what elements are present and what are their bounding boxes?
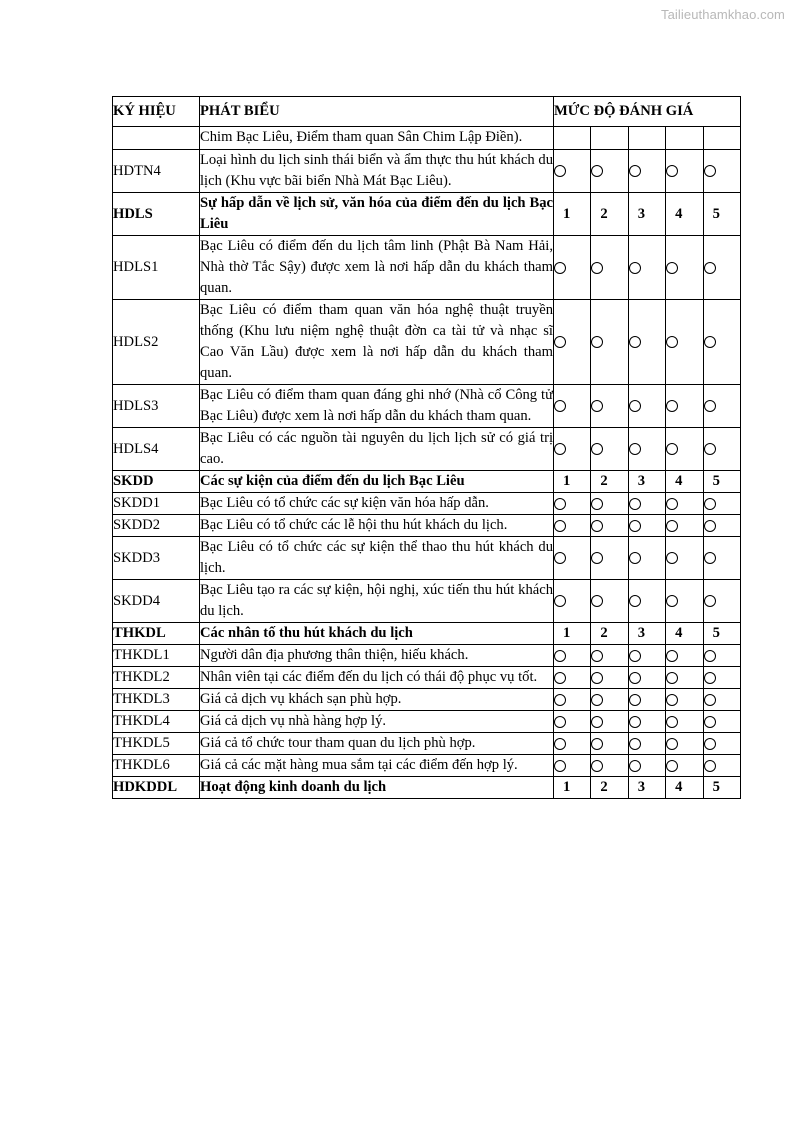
rating-cell[interactable] — [666, 493, 703, 515]
radio-option-1-icon[interactable] — [554, 650, 566, 662]
row-code: THKDL3 — [113, 689, 200, 711]
row-statement: Người dân địa phương thân thiện, hiếu khách. — [200, 645, 554, 667]
scale-label: 4 — [666, 623, 703, 645]
row-statement: Chim Bạc Liêu, Điểm tham quan Sân Chim Lập Điền). — [200, 127, 554, 150]
radio-option-4-icon[interactable] — [666, 650, 678, 662]
row-statement: Loại hình du lịch sinh thái biển và ẩm thực thu hút khách du lịch (Khu vực bãi biển Nhà Mát Bạc Liêu). — [200, 150, 554, 193]
radio-option-4-icon[interactable] — [666, 336, 678, 348]
radio-option-2-icon[interactable] — [591, 400, 603, 412]
row-code: THKDL6 — [113, 755, 200, 777]
row-statement: Giá cả dịch vụ nhà hàng hợp lý. — [200, 711, 554, 733]
row-statement: Bạc Liêu có điểm tham quan đáng ghi nhớ (Nhà cổ Công tử Bạc Liêu) được xem là nơi hấp dẫn du khách tham quan. — [200, 385, 554, 428]
radio-option-1-icon[interactable] — [554, 738, 566, 750]
rating-cell[interactable] — [703, 150, 740, 193]
empty-cell — [591, 127, 628, 150]
radio-option-5-icon[interactable] — [704, 498, 716, 510]
rating-cell[interactable] — [554, 236, 591, 300]
rating-cell[interactable] — [591, 711, 628, 733]
watermark: Tailieuthamkhao.com — [660, 7, 785, 22]
radio-option-5-icon[interactable] — [704, 262, 716, 274]
rating-cell[interactable] — [628, 150, 665, 193]
radio-option-3-icon[interactable] — [629, 672, 641, 684]
rating-cell[interactable] — [666, 689, 703, 711]
row-statement: Bạc Liêu có điểm tham quan văn hóa nghệ thuật truyền thống (Khu lưu niệm nghệ thuật đờn ca tài tử và nhạc sĩ Cao Văn Lầu) được xem là nơi hấp dẫn du khách tham quan. — [200, 300, 554, 385]
radio-option-3-icon[interactable] — [629, 262, 641, 274]
rating-cell[interactable] — [628, 645, 665, 667]
radio-option-3-icon[interactable] — [629, 443, 641, 455]
scale-label: 2 — [591, 193, 628, 236]
empty-cell — [628, 127, 665, 150]
rating-cell[interactable] — [666, 645, 703, 667]
rating-cell[interactable] — [554, 711, 591, 733]
rating-cell[interactable] — [591, 236, 628, 300]
rating-cell[interactable] — [628, 580, 665, 623]
scale-label: 5 — [703, 471, 740, 493]
scale-label: 3 — [628, 193, 665, 236]
row-code: HDLS — [113, 193, 200, 236]
radio-option-2-icon[interactable] — [591, 336, 603, 348]
rating-cell[interactable] — [666, 537, 703, 580]
rating-cell[interactable] — [703, 580, 740, 623]
rating-cell[interactable] — [554, 755, 591, 777]
rating-cell[interactable] — [703, 428, 740, 471]
rating-cell[interactable] — [703, 515, 740, 537]
radio-option-3-icon[interactable] — [629, 694, 641, 706]
radio-option-2-icon[interactable] — [591, 552, 603, 564]
rating-cell[interactable] — [554, 733, 591, 755]
empty-cell — [666, 127, 703, 150]
radio-option-4-icon[interactable] — [666, 262, 678, 274]
scale-label: 3 — [628, 471, 665, 493]
radio-option-1-icon[interactable] — [554, 400, 566, 412]
rating-cell[interactable] — [703, 385, 740, 428]
radio-option-5-icon[interactable] — [704, 165, 716, 177]
radio-option-4-icon[interactable] — [666, 694, 678, 706]
row-code: THKDL1 — [113, 645, 200, 667]
radio-option-2-icon[interactable] — [591, 716, 603, 728]
scale-label: 4 — [666, 471, 703, 493]
rating-cell[interactable] — [591, 689, 628, 711]
radio-option-5-icon[interactable] — [704, 716, 716, 728]
radio-option-1-icon[interactable] — [554, 262, 566, 274]
radio-option-2-icon[interactable] — [591, 760, 603, 772]
item-row — [113, 580, 741, 623]
row-code: THKDL — [113, 623, 200, 645]
row-code: HDLS4 — [113, 428, 200, 471]
item-row — [113, 385, 741, 428]
empty-cell — [554, 127, 591, 150]
rating-cell[interactable] — [591, 667, 628, 689]
rating-cell[interactable] — [591, 580, 628, 623]
radio-option-4-icon[interactable] — [666, 520, 678, 532]
group-row — [113, 193, 741, 236]
radio-option-4-icon[interactable] — [666, 716, 678, 728]
rating-cell[interactable] — [666, 515, 703, 537]
rating-cell[interactable] — [554, 150, 591, 193]
rating-cell[interactable] — [703, 667, 740, 689]
scale-label: 1 — [554, 471, 591, 493]
rating-cell[interactable] — [554, 515, 591, 537]
rating-cell[interactable] — [554, 689, 591, 711]
rating-cell[interactable] — [554, 645, 591, 667]
row-code — [113, 127, 200, 150]
rating-cell[interactable] — [628, 385, 665, 428]
radio-option-5-icon[interactable] — [704, 694, 716, 706]
radio-option-3-icon[interactable] — [629, 760, 641, 772]
item-row — [113, 236, 741, 300]
row-statement: Bạc Liêu có tổ chức các sự kiện thể thao thu hút khách du lịch. — [200, 537, 554, 580]
radio-option-2-icon[interactable] — [591, 672, 603, 684]
radio-option-2-icon[interactable] — [591, 262, 603, 274]
header-statement: PHÁT BIỂU — [200, 97, 554, 127]
scale-label: 3 — [628, 623, 665, 645]
radio-option-2-icon[interactable] — [591, 520, 603, 532]
radio-option-4-icon[interactable] — [666, 400, 678, 412]
rating-cell[interactable] — [628, 236, 665, 300]
rating-cell[interactable] — [703, 493, 740, 515]
continuation-row — [113, 127, 741, 150]
rating-cell[interactable] — [591, 300, 628, 385]
radio-option-1-icon[interactable] — [554, 760, 566, 772]
header-row — [113, 97, 741, 127]
radio-option-3-icon[interactable] — [629, 650, 641, 662]
scale-label: 5 — [703, 623, 740, 645]
header-level: MỨC ĐỘ ĐÁNH GIÁ — [554, 97, 741, 127]
rating-cell[interactable] — [628, 537, 665, 580]
rating-cell[interactable] — [666, 711, 703, 733]
row-code: THKDL4 — [113, 711, 200, 733]
item-row — [113, 150, 741, 193]
rating-cell[interactable] — [666, 428, 703, 471]
row-statement: Bạc Liêu có tổ chức các sự kiện văn hóa hấp dẫn. — [200, 493, 554, 515]
radio-option-4-icon[interactable] — [666, 672, 678, 684]
row-statement: Bạc Liêu tạo ra các sự kiện, hội nghị, xúc tiến thu hút khách du lịch. — [200, 580, 554, 623]
survey-table — [112, 96, 741, 799]
row-code: HDLS3 — [113, 385, 200, 428]
radio-option-4-icon[interactable] — [666, 760, 678, 772]
rating-cell[interactable] — [591, 755, 628, 777]
radio-option-4-icon[interactable] — [666, 595, 678, 607]
row-code: HDLS2 — [113, 300, 200, 385]
rating-cell[interactable] — [666, 667, 703, 689]
row-statement: Các nhân tố thu hút khách du lịch — [200, 623, 554, 645]
rating-cell[interactable] — [628, 667, 665, 689]
empty-cell — [703, 127, 740, 150]
row-statement: Các sự kiện của điểm đến du lịch Bạc Liêu — [200, 471, 554, 493]
rating-cell[interactable] — [591, 645, 628, 667]
radio-option-4-icon[interactable] — [666, 738, 678, 750]
radio-option-1-icon[interactable] — [554, 595, 566, 607]
row-statement: Giá cả các mặt hàng mua sắm tại các điểm đến hợp lý. — [200, 755, 554, 777]
item-row — [113, 755, 741, 777]
rating-cell[interactable] — [703, 733, 740, 755]
radio-option-5-icon[interactable] — [704, 672, 716, 684]
rating-cell[interactable] — [703, 236, 740, 300]
rating-cell[interactable] — [666, 150, 703, 193]
row-statement: Giá cả dịch vụ khách sạn phù hợp. — [200, 689, 554, 711]
radio-option-1-icon[interactable] — [554, 165, 566, 177]
radio-option-4-icon[interactable] — [666, 443, 678, 455]
row-code: THKDL5 — [113, 733, 200, 755]
radio-option-3-icon[interactable] — [629, 165, 641, 177]
scale-label: 3 — [628, 777, 665, 799]
radio-option-3-icon[interactable] — [629, 716, 641, 728]
radio-option-5-icon[interactable] — [704, 552, 716, 564]
rating-cell[interactable] — [591, 150, 628, 193]
rating-cell[interactable] — [591, 515, 628, 537]
radio-option-4-icon[interactable] — [666, 552, 678, 564]
rating-cell[interactable] — [703, 300, 740, 385]
rating-cell[interactable] — [666, 580, 703, 623]
radio-option-2-icon[interactable] — [591, 165, 603, 177]
radio-option-5-icon[interactable] — [704, 738, 716, 750]
rating-cell[interactable] — [628, 711, 665, 733]
scale-label: 1 — [554, 623, 591, 645]
group-row — [113, 471, 741, 493]
item-row — [113, 515, 741, 537]
radio-option-1-icon[interactable] — [554, 498, 566, 510]
rating-cell[interactable] — [554, 428, 591, 471]
rating-cell[interactable] — [703, 689, 740, 711]
radio-option-5-icon[interactable] — [704, 595, 716, 607]
row-statement: Bạc Liêu có tổ chức các lễ hội thu hút khách du lịch. — [200, 515, 554, 537]
radio-option-1-icon[interactable] — [554, 336, 566, 348]
radio-option-3-icon[interactable] — [629, 738, 641, 750]
rating-cell[interactable] — [554, 580, 591, 623]
rating-cell[interactable] — [591, 537, 628, 580]
radio-option-1-icon[interactable] — [554, 520, 566, 532]
item-row — [113, 537, 741, 580]
radio-option-2-icon[interactable] — [591, 738, 603, 750]
radio-option-4-icon[interactable] — [666, 498, 678, 510]
radio-option-5-icon[interactable] — [704, 443, 716, 455]
radio-option-2-icon[interactable] — [591, 595, 603, 607]
radio-option-5-icon[interactable] — [704, 760, 716, 772]
scale-label: 1 — [554, 193, 591, 236]
rating-cell[interactable] — [703, 711, 740, 733]
rating-cell[interactable] — [628, 428, 665, 471]
item-row — [113, 667, 741, 689]
rating-cell[interactable] — [628, 733, 665, 755]
rating-cell[interactable] — [703, 755, 740, 777]
rating-cell[interactable] — [591, 385, 628, 428]
row-code: SKDD — [113, 471, 200, 493]
radio-option-1-icon[interactable] — [554, 694, 566, 706]
rating-cell[interactable] — [554, 385, 591, 428]
rating-cell[interactable] — [628, 515, 665, 537]
scale-label: 4 — [666, 777, 703, 799]
row-code: HDLS1 — [113, 236, 200, 300]
group-row — [113, 777, 741, 799]
radio-option-2-icon[interactable] — [591, 498, 603, 510]
row-statement: Bạc Liêu có điểm đến du lịch tâm linh (Phật Bà Nam Hải, Nhà thờ Tắc Sậy) được xem là nơi hấp dẫn du khách tham quan. — [200, 236, 554, 300]
header-code: KÝ HIỆU — [113, 97, 200, 127]
row-statement: Nhân viên tại các điểm đến du lịch có thái độ phục vụ tốt. — [200, 667, 554, 689]
rating-cell[interactable] — [554, 493, 591, 515]
row-code: HDKDDL — [113, 777, 200, 799]
rating-cell[interactable] — [628, 755, 665, 777]
radio-option-1-icon[interactable] — [554, 672, 566, 684]
row-code: THKDL2 — [113, 667, 200, 689]
radio-option-3-icon[interactable] — [629, 498, 641, 510]
rating-cell[interactable] — [554, 667, 591, 689]
item-row — [113, 428, 741, 471]
radio-option-1-icon[interactable] — [554, 716, 566, 728]
rating-cell[interactable] — [628, 300, 665, 385]
scale-label: 5 — [703, 193, 740, 236]
radio-option-5-icon[interactable] — [704, 520, 716, 532]
row-code: HDTN4 — [113, 150, 200, 193]
radio-option-1-icon[interactable] — [554, 552, 566, 564]
row-statement: Hoạt động kinh doanh du lịch — [200, 777, 554, 799]
row-code: SKDD3 — [113, 537, 200, 580]
radio-option-5-icon[interactable] — [704, 400, 716, 412]
radio-option-2-icon[interactable] — [591, 694, 603, 706]
radio-option-5-icon[interactable] — [704, 336, 716, 348]
row-statement: Bạc Liêu có các nguồn tài nguyên du lịch lịch sử có giá trị cao. — [200, 428, 554, 471]
radio-option-2-icon[interactable] — [591, 443, 603, 455]
group-row — [113, 623, 741, 645]
radio-option-3-icon[interactable] — [629, 520, 641, 532]
row-code: SKDD1 — [113, 493, 200, 515]
rating-cell[interactable] — [628, 689, 665, 711]
row-code: SKDD4 — [113, 580, 200, 623]
radio-option-3-icon[interactable] — [629, 595, 641, 607]
rating-cell[interactable] — [666, 733, 703, 755]
row-code: SKDD2 — [113, 515, 200, 537]
rating-cell[interactable] — [666, 385, 703, 428]
scale-label: 2 — [591, 471, 628, 493]
scale-label: 2 — [591, 623, 628, 645]
scale-label: 4 — [666, 193, 703, 236]
item-row — [113, 493, 741, 515]
scale-label: 1 — [554, 777, 591, 799]
rating-cell[interactable] — [554, 537, 591, 580]
radio-option-3-icon[interactable] — [629, 552, 641, 564]
radio-option-4-icon[interactable] — [666, 165, 678, 177]
item-row — [113, 645, 741, 667]
rating-cell[interactable] — [703, 537, 740, 580]
item-row — [113, 733, 741, 755]
rating-cell[interactable] — [666, 300, 703, 385]
rating-cell[interactable] — [666, 236, 703, 300]
radio-option-3-icon[interactable] — [629, 336, 641, 348]
row-statement: Sự hấp dẫn về lịch sử, văn hóa của điểm đến du lịch Bạc Liêu — [200, 193, 554, 236]
radio-option-1-icon[interactable] — [554, 443, 566, 455]
item-row — [113, 300, 741, 385]
row-statement: Giá cả tổ chức tour tham quan du lịch phù hợp. — [200, 733, 554, 755]
rating-cell[interactable] — [591, 428, 628, 471]
radio-option-2-icon[interactable] — [591, 650, 603, 662]
rating-cell[interactable] — [703, 645, 740, 667]
item-row — [113, 711, 741, 733]
rating-cell[interactable] — [628, 493, 665, 515]
item-row — [113, 689, 741, 711]
scale-label: 5 — [703, 777, 740, 799]
radio-option-5-icon[interactable] — [704, 650, 716, 662]
scale-label: 2 — [591, 777, 628, 799]
rating-cell[interactable] — [591, 733, 628, 755]
radio-option-3-icon[interactable] — [629, 400, 641, 412]
rating-cell[interactable] — [666, 755, 703, 777]
rating-cell[interactable] — [591, 493, 628, 515]
rating-cell[interactable] — [554, 300, 591, 385]
